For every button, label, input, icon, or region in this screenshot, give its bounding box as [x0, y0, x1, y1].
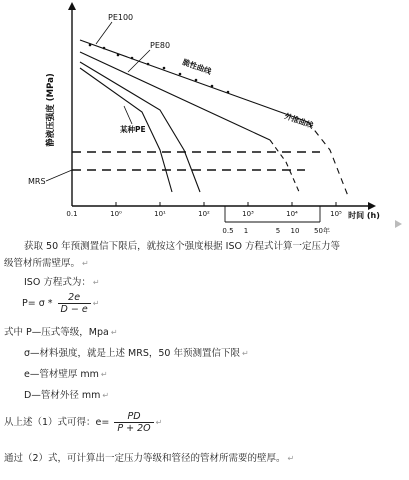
polymer-leader — [124, 106, 132, 124]
p-formula: P= σ * $\frac{2e}{D - e}$ ↵ — [22, 292, 100, 315]
x-axis-label: 时间 (h) — [348, 211, 380, 220]
x-axis-arrow — [368, 202, 376, 210]
conclusion: 通过（2）式，可计算出一定压力等级和管径的管材所需要的壁厚。 ↵ — [4, 453, 295, 464]
where-e: e—管材壁厚 mm ↵ — [24, 369, 108, 380]
bracket-tick-0: 0.5 — [222, 227, 234, 235]
where-p: 式中 P—压式等级，Mpa ↵ — [4, 327, 118, 338]
x-tick-2: 10¹ — [154, 210, 166, 218]
pe80-leader — [128, 50, 150, 72]
x-tick-4: 10³ — [242, 210, 254, 218]
pe80-knee — [270, 140, 300, 194]
pe80-label: PE80 — [150, 41, 171, 50]
pe100-label: PE100 — [108, 13, 134, 22]
time-bracket — [225, 206, 320, 222]
e-formula-fraction: $\frac{PD}{P + 2O}$ — [114, 411, 153, 434]
where-d: D—管材外径 mm ↵ — [24, 390, 110, 401]
y-axis-label: 静液压强度 (MPa) — [46, 73, 56, 147]
bracket-tick-2: 5 — [275, 227, 281, 235]
x-tick-0: 0.1 — [66, 210, 78, 218]
x-tick-5: 10⁴ — [286, 210, 298, 218]
e-formula: 从上述（1）式可得：e= $\frac{PD}{P + 2O}$ ↵ — [4, 411, 163, 434]
x-tick-6: 10⁵ — [330, 210, 342, 218]
x-tick-1: 10⁰ — [110, 210, 122, 218]
paragraph-1-line-1: 获取 50 年预测置信下限后，就按这个强度根据 ISO 方程式计算一定压力等 — [24, 241, 340, 252]
stress-regression-figure — [0, 0, 409, 235]
resize-handle-icon — [395, 220, 402, 228]
where-sigma: σ—材料强度，就是上述 MRS，50 年预测置信下限 ↵ — [24, 348, 249, 359]
p-formula-fraction: $\frac{2e}{D - e}$ — [58, 292, 91, 315]
pe100-leader — [96, 22, 112, 44]
iso-formula-label: ISO 方程式为： ↵ — [24, 277, 100, 288]
x-tick-3: 10² — [198, 210, 210, 218]
bracket-tick-1: 1 — [243, 227, 249, 235]
mrs-label: MRS — [28, 177, 46, 186]
brittle-curve-label: 脆性曲线 — [181, 57, 213, 77]
pe100-line — [80, 40, 308, 122]
bracket-tick-3: 10 — [290, 227, 300, 235]
pe100-extrapolation — [308, 122, 348, 196]
bracket-tick-4: 50年 — [314, 227, 330, 235]
mrs-leader — [46, 170, 72, 181]
paragraph-1-line-2: 级管材所需壁厚。 ↵ — [4, 258, 89, 269]
y-axis-arrow — [68, 2, 76, 10]
polymer-label: 某种PE — [120, 125, 146, 134]
pe80-line — [80, 52, 270, 140]
extrapolation-label: 外推曲线 — [283, 111, 315, 131]
